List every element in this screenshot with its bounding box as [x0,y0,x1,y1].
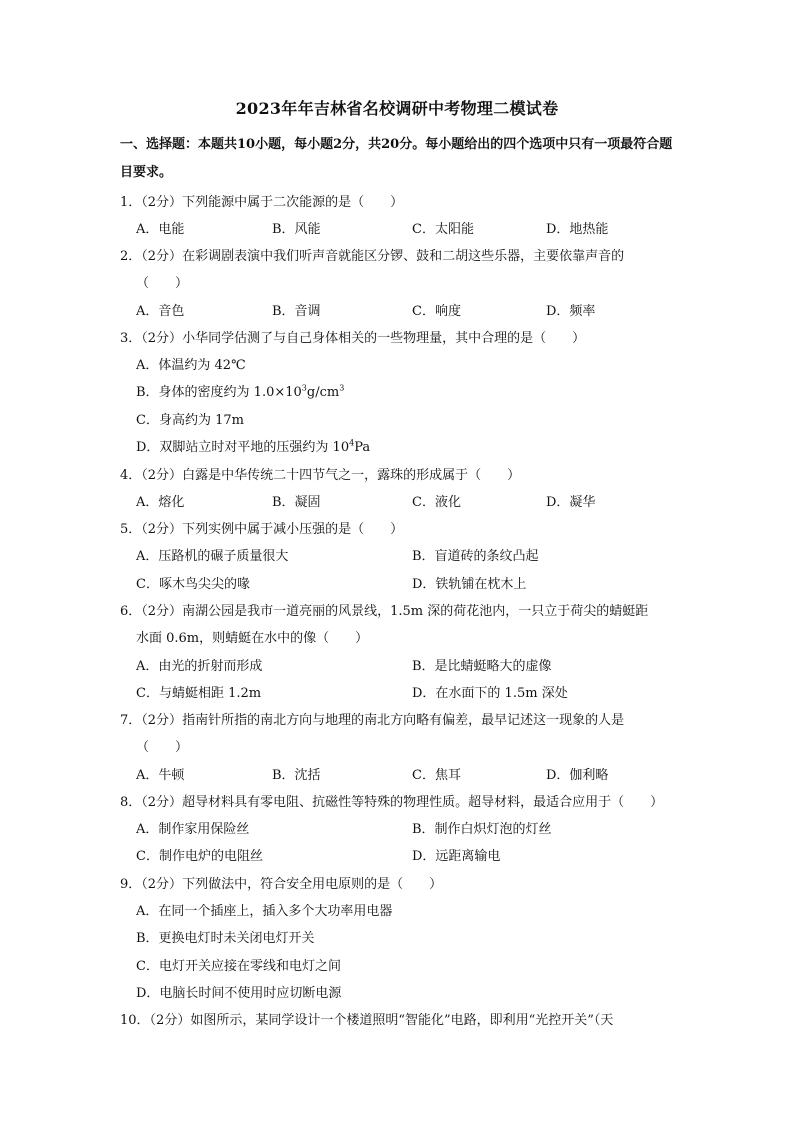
exponent: 3 [339,383,345,393]
question-7 [120,709,624,728]
option-c: C．电灯开关应接在零线和电灯之间 [136,959,341,974]
question-number: 6． [120,604,142,619]
question-text: 指南针所指的南北方向与地理的南北方向略有偏差，最早记述这一现象的人是 [182,713,625,728]
option-c: C．太阳能 [412,222,474,237]
option-c: C．制作电炉的电阻丝 [136,849,263,864]
option-d: D．凝华 [546,495,596,510]
question-number: 9． [120,877,142,892]
option-a: A．体温约为 42℃ [136,358,246,373]
question-text: 南湖公园是我市一道亮丽的风景线，1.5m 深的荷花池内，一只立于荷尖的蜻蜓距 [182,604,649,619]
option-b: B．凝固 [272,495,321,510]
question-text: 超导材料具有零电阻、抗磁性等特殊的物理性质。超导材料，最适合应用于（ ） [182,795,664,810]
option-a: A．牛顿 [136,768,185,783]
option-b [136,381,344,400]
question-text: 下列实例中属于减小压强的是（ ） [182,522,404,537]
option-c: C．响度 [412,304,461,319]
question-score: （2分） [141,195,183,210]
exponent: 3 [301,383,307,393]
question-2 [120,245,624,264]
option-b-text: B．身体的密度约为 1.0×10 [136,385,302,400]
unit-text: g/cm [306,385,340,400]
option-b: B．制作白炽灯泡的灯丝 [412,822,552,837]
question-text-continued: （ ） [136,276,189,291]
option-a: A．电能 [136,222,185,237]
question-4 [120,464,520,483]
question-10 [120,1009,613,1028]
option-d: D．远距离输电 [412,849,501,864]
option-b: B．沈括 [272,768,321,783]
option-d: D．地热能 [546,222,609,237]
question-score: （2分） [141,522,183,537]
option-c: C．啄木鸟尖尖的喙 [136,577,250,592]
question-score: （2分） [141,331,183,346]
option-c: C．液化 [412,495,461,510]
question-number: 7． [120,713,142,728]
question-score: （2分） [141,877,183,892]
option-b: B．盲道砖的条纹凸起 [412,549,539,564]
option-d: D．伽利略 [546,768,609,783]
question-number: 1． [120,195,142,210]
question-text: 在彩调剧表演中我们听声音就能区分锣、鼓和二胡这些乐器，主要依靠声音的 [182,249,625,264]
option-b: B．风能 [272,222,321,237]
question-3 [120,327,585,346]
question-number: 4． [120,468,142,483]
question-score: （2分） [141,604,183,619]
option-d-text: D．双脚站立时对平地的压强约为 10 [136,440,350,455]
question-score: （2分） [141,468,183,483]
question-text-continued: 水面 0.6m，则蜻蜓在水中的像（ ） [136,631,369,646]
option-d: D．电脑长时间不使用时应切断电源 [136,986,342,1001]
option-d: D．频率 [546,304,596,319]
question-text-continued: （ ） [136,740,189,755]
unit-text: Pa [354,440,371,455]
question-number: 10． [120,1013,150,1028]
option-c: C．身高约为 17m [136,413,244,428]
option-c: C．焦耳 [412,768,461,783]
option-c: C．与蜻蜓相距 1.2m [136,686,262,701]
question-score: （2分） [149,1013,191,1028]
section-heading: 一、选择题：本题共10小题，每小题2分，共20分。每小题给出的四个选项中只有一项最符合题目要求。 [120,137,673,180]
question-8 [120,791,663,810]
question-text: 下列做法中，符合安全用电原则的是（ ） [182,877,443,892]
question-score: （2分） [141,713,183,728]
option-a: A．制作家用保险丝 [136,822,250,837]
question-6 [120,600,648,619]
option-a: A．熔化 [136,495,185,510]
question-text: 如图所示，某同学设计一个楼道照明“智能化”电路，即利用“光控开关”（天 [190,1013,614,1028]
option-a: A．音色 [136,304,185,319]
option-b: B．更换电灯时未关闭电灯开关 [136,931,315,946]
exponent: 4 [349,438,355,448]
question-number: 2． [120,249,142,264]
question-number: 5． [120,522,142,537]
option-d: D．铁轨铺在枕木上 [412,577,527,592]
option-a: A．在同一个插座上，插入多个大功率用电器 [136,904,393,919]
question-score: （2分） [141,249,183,264]
question-text: 下列能源中属于二次能源的是（ ） [182,195,404,210]
exam-title: 2023年年吉林省名校调研中考物理二模试卷 [235,99,559,118]
option-b: B．音调 [272,304,321,319]
question-text: 白露是中华传统二十四节气之一，露珠的形成属于（ ） [182,468,521,483]
option-d: D．在水面下的 1.5m 深处 [412,686,568,701]
question-5 [120,518,403,537]
question-9 [120,873,442,892]
option-a: A．由光的折射而形成 [136,659,263,674]
option-b: B．是比蜻蜓略大的虚像 [412,659,552,674]
question-number: 8． [120,795,142,810]
question-1 [120,191,403,210]
question-number: 3． [120,331,142,346]
option-a: A．压路机的碾子质量很大 [136,549,289,564]
question-score: （2分） [141,795,183,810]
option-d [136,436,370,455]
question-text: 小华同学估测了与自己身体相关的一些物理量，其中合理的是（ ） [182,331,586,346]
